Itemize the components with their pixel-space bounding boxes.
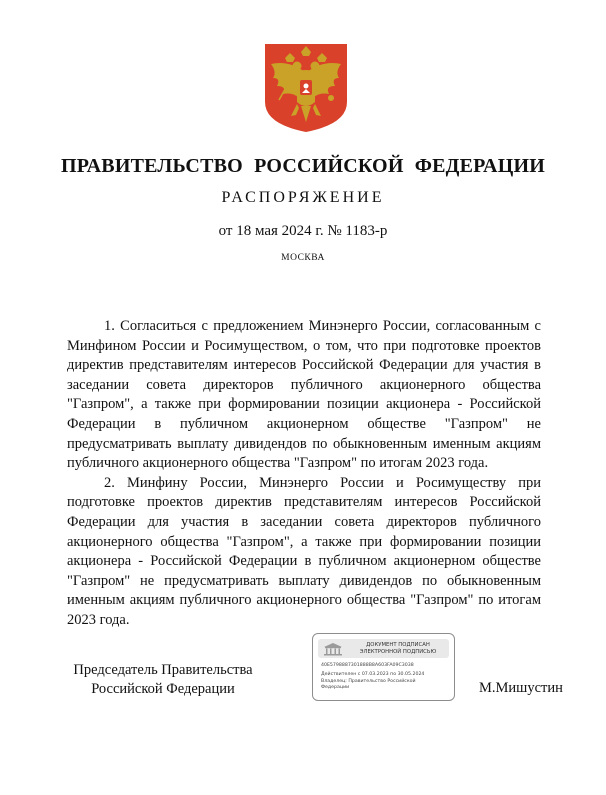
signatory-position bbox=[62, 661, 264, 699]
position-line-1: Председатель Правительства bbox=[73, 662, 253, 678]
russian-coat-of-arms-icon bbox=[263, 42, 349, 134]
owner-line-2: Федерации bbox=[321, 685, 350, 690]
stamp-title bbox=[348, 642, 448, 655]
city: МОСКВА bbox=[281, 253, 325, 263]
date-and-number: от 18 мая 2024 г. № 1183-р bbox=[218, 223, 388, 239]
validity-period: Действителен с 07.03.2023 по 30.05.2024 bbox=[321, 672, 425, 677]
certificate-number: 40E5798887301888B8A603FA09C3038 bbox=[321, 663, 414, 668]
document-body bbox=[67, 317, 541, 631]
signatory-name: М.Мишустин bbox=[479, 680, 563, 696]
paragraph-2: 2. Минфину России, Минэнерго России и Росимуществу при подготовке проектов директив представителям интересов Российской Федерации для участия в заседании совета директоров публичного акционерного общества "Газпром", а также при формировании позиции акционера - Российской Федерации в публичном акционерном обществе "Газпром" не предусматривать выплату дивидендов по обыкновенным именным акциям публичного акционерного общества "Газпром" по итогам 2023 года. bbox=[67, 474, 541, 628]
government-heading: ПРАВИТЕЛЬСТВО РОССИЙСКОЙ ФЕДЕРАЦИИ bbox=[61, 155, 545, 177]
electronic-signature-stamp bbox=[312, 633, 455, 701]
stamp-title-line-1: ДОКУМЕНТ ПОДПИСАН bbox=[366, 642, 430, 648]
owner-line-1: Владелец: Правительство Российской bbox=[321, 679, 416, 684]
stamp-header bbox=[318, 639, 449, 658]
document-type: РАСПОРЯЖЕНИЕ bbox=[221, 189, 385, 206]
position-line-2: Российской Федерации bbox=[91, 681, 235, 697]
building-icon bbox=[322, 642, 344, 656]
stamp-title-line-2: ЭЛЕКТРОННОЙ ПОДПИСЬЮ bbox=[359, 648, 437, 655]
paragraph-1: 1. Согласиться с предложением Минэнерго России, согласованным с Минфином России и Росимуществом, о том, что при подготовке проектов директив представителям интересов Российской Федерации для участия в заседании совета директоров публичного акционерного общества "Газпром", а также при формировании позиции акционера - Российской Федерации в публичном акционерном обществе "Газпром" не предусматривать выплату дивидендов по обыкновенным именным акциям публичного акционерного общества "Газпром" по итогам 2023 года. bbox=[67, 318, 541, 472]
